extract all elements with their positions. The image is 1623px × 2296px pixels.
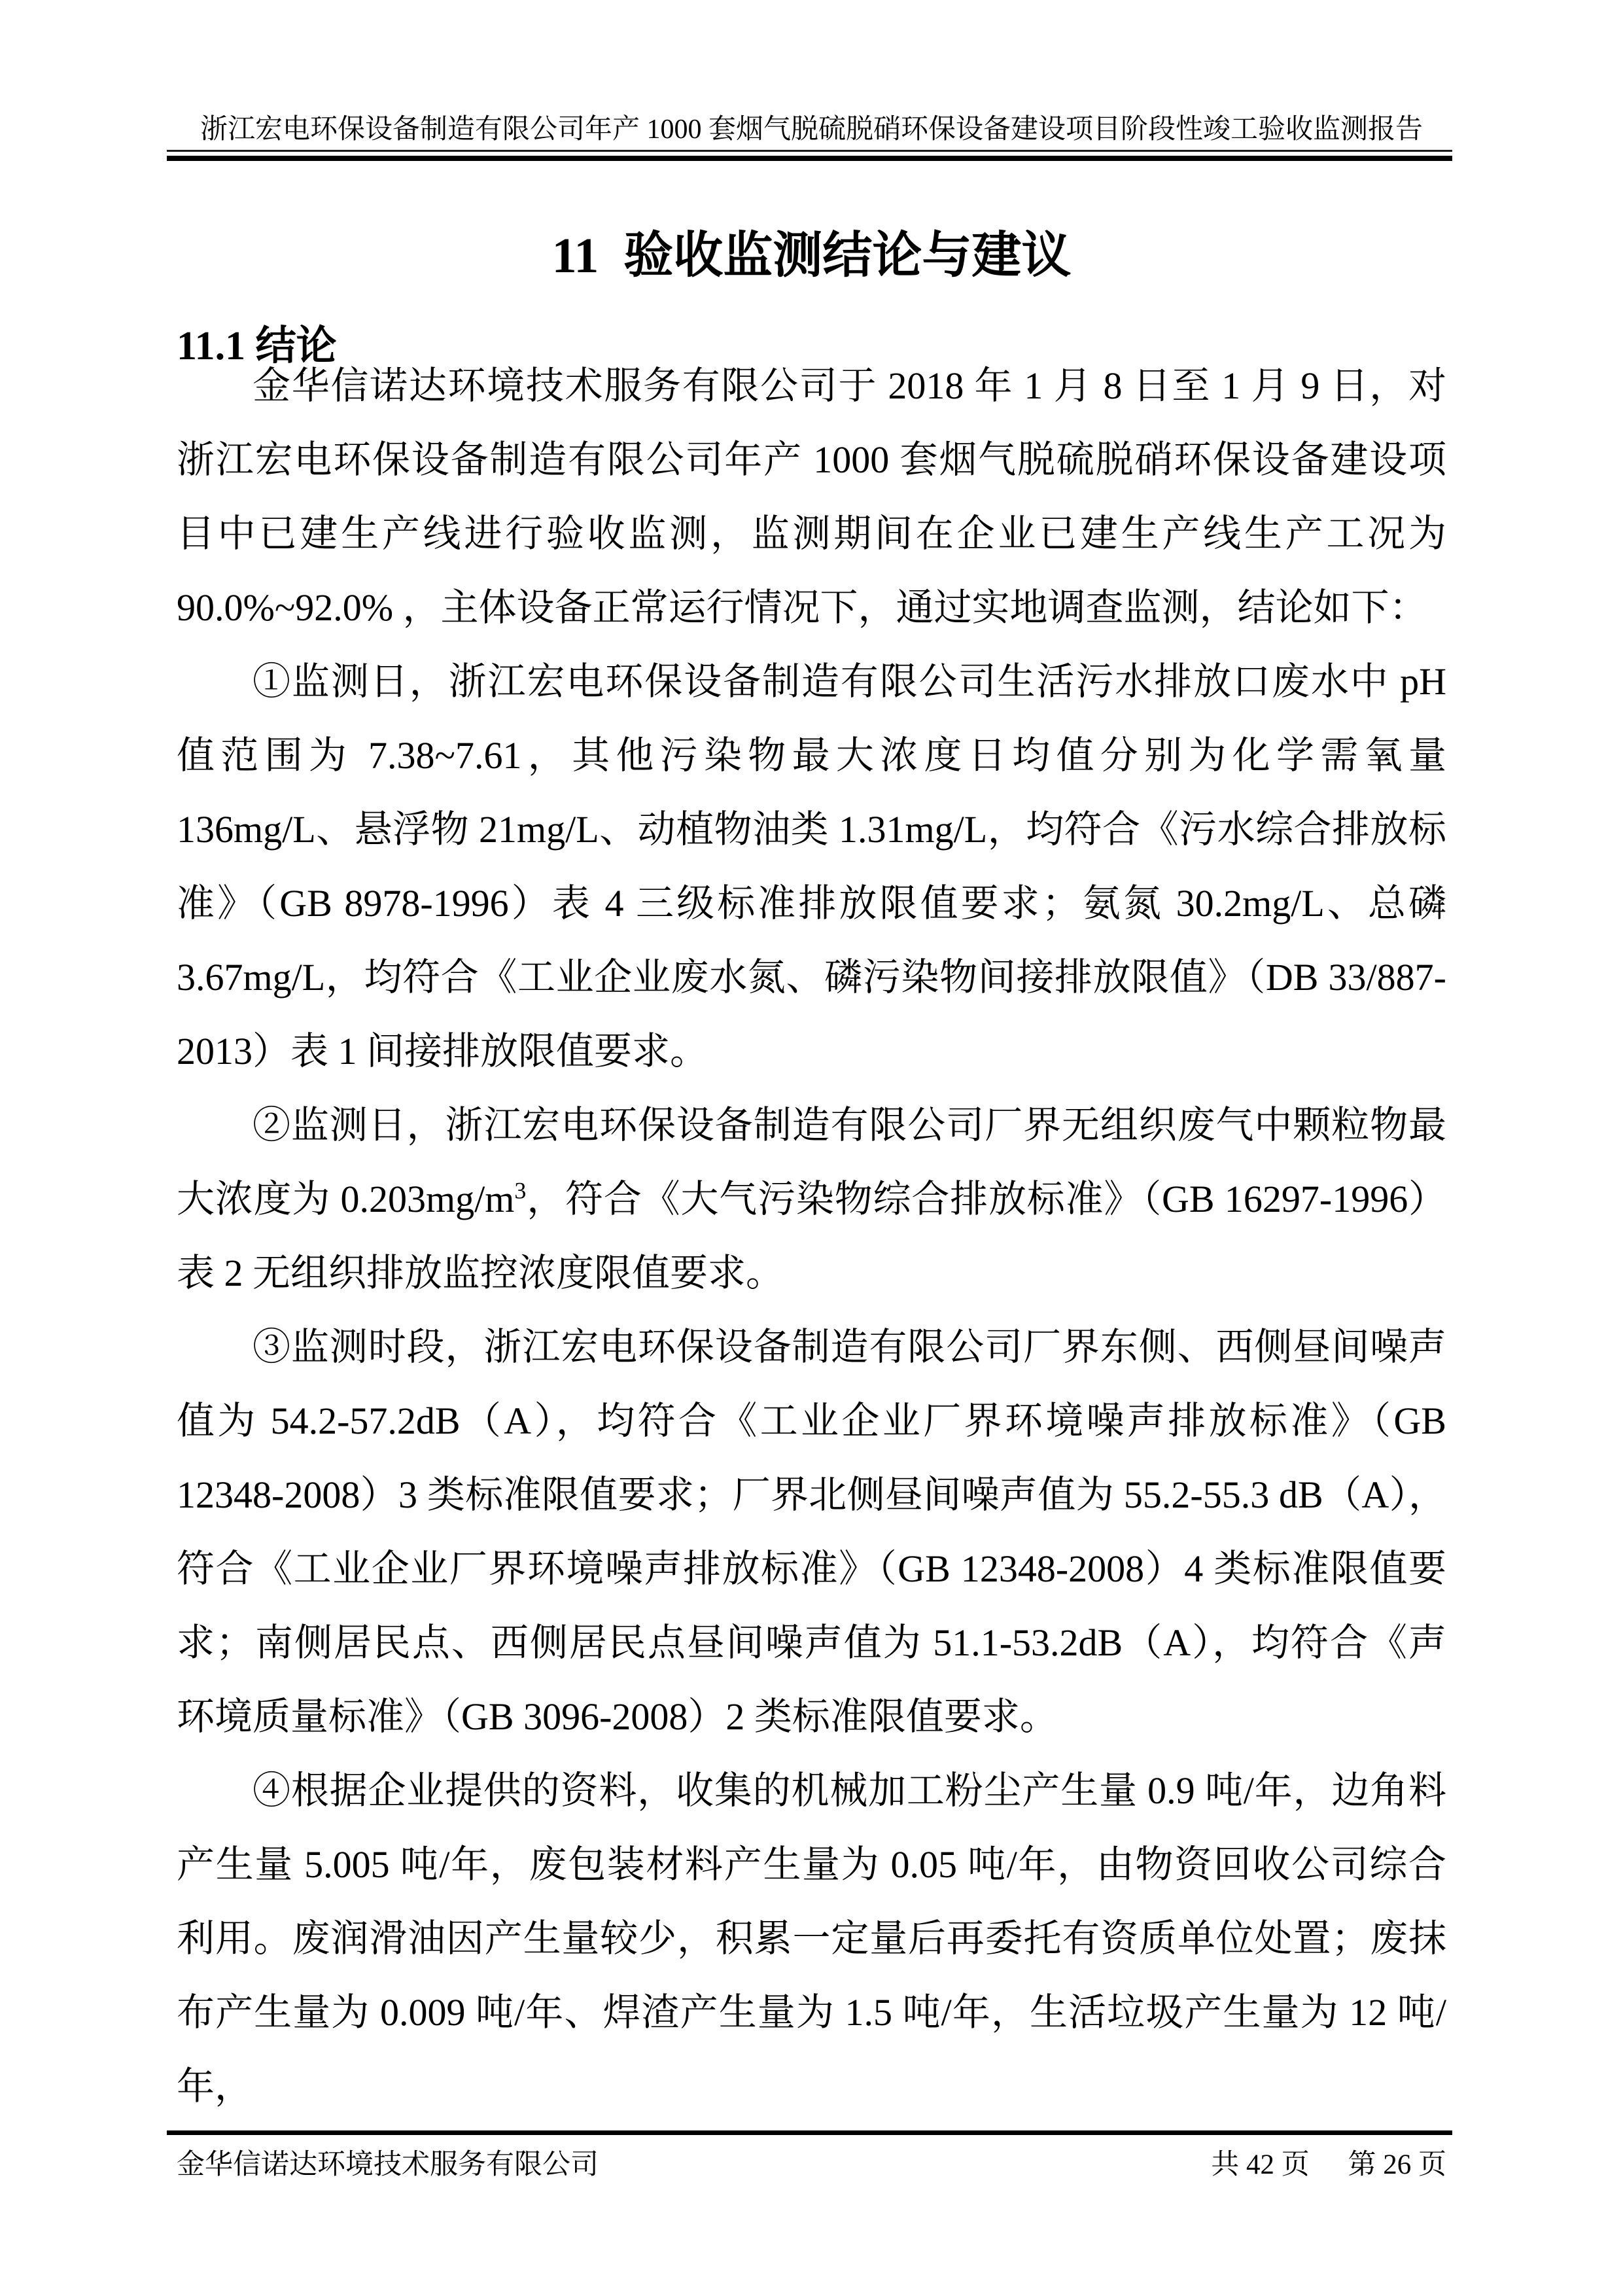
- paragraph-conclusion-2-text-post: ，符合《大气污染物综合排放标准》（GB 16297-1996）表 2 无组织排放监控浓度限值要求。: [177, 1178, 1447, 1294]
- footer-page-numbers: [1211, 2147, 1446, 2183]
- header-rule-thick: [167, 156, 1452, 161]
- superscript-cubic-meter: 3: [514, 1177, 527, 1204]
- paragraph-conclusion-1-wastewater: ①监测日，浙江宏电环保设备制造有限公司生活污水排放口废水中 pH 值范围为 7.38~7.61，其他污染物最大浓度日均值分别为化学需氧量 136mg/L、悬浮物 21mg/L、动植物油类 1.31mg/L，均符合《污水综合排放标准》（GB 8978-1996）表 4 三级标准排放限值要求；氨氮 30.2mg/L、总磷 3.67mg/L，均符合《工业企业废水氮、磷污染物间接排放限值》（DB 33/887-2013）表 1 间接排放限值要求。: [177, 660, 1446, 1072]
- section-heading: 11.1 结论: [177, 324, 337, 369]
- paragraph-conclusion-4-solid-waste: ④根据企业提供的资料，收集的机械加工粉尘产生量 0.9 吨/年，边角料产生量 5.005 吨/年，废包装材料产生量为 0.05 吨/年，由物资回收公司综合利用。废润滑油因产生量较少，积累一定量后再委托有资质单位处置；废抹布产生量为 0.009 吨/年、焊渣产生量为 1.5 吨/年，生活垃圾产生量为 12 吨/年，: [177, 1769, 1446, 2108]
- header-rule-thin: [167, 150, 1452, 152]
- page-header-title: 浙江宏电环保设备制造有限公司年产 1000 套烟气脱硫脱硝环保设备建设项目阶段性竣工验收监测报告: [200, 115, 1423, 145]
- paragraph-conclusion-2-text-pre: ②监测日，浙江宏电环保设备制造有限公司厂界无组织废气中颗粒物最大浓度为 0.203mg/m: [177, 1104, 1446, 1220]
- paragraph-conclusion-3-noise: ③监测时段，浙江宏电环保设备制造有限公司厂界东侧、西侧昼间噪声值为 54.2-57.2dB（A），均符合《工业企业厂界环境噪声排放标准》（GB 12348-2008）3 类标准限值要求；厂界北侧昼间噪声值为 55.2-55.3 dB（A），符合《工业企业厂界环境噪声排放标准》（GB 12348-2008）4 类标准限值要求；南侧居民点、西侧居民点昼间噪声值为 51.1-53.2dB（A），均符合《声环境质量标准》（GB 3096-2008）2 类标准限值要求。: [177, 1326, 1446, 1738]
- footer-rule: [167, 2130, 1452, 2135]
- footer-company-name: 金华信诺达环境技术服务有限公司: [177, 2149, 599, 2180]
- footer-current-page: 第 26 页: [1348, 2149, 1446, 2180]
- chapter-title: 11 验收监测结论与建议: [551, 228, 1072, 283]
- paragraph-conclusion-2-exhaust-gas: [177, 1088, 1446, 1310]
- paragraph-intro: 金华信诺达环境技术服务有限公司于 2018 年 1 月 8 日至 1 月 9 日，对浙江宏电环保设备制造有限公司年产 1000 套烟气脱硫脱硝环保设备建设项目中已建生产线进行验收监测，监测期间在企业已建生产线生产工况为 90.0%~92.0% ，主体设备正常运行情况下，通过实地调查监测，结论如下：: [177, 364, 1446, 629]
- body-text: [177, 349, 1446, 2123]
- footer-total-pages: 共 42 页: [1211, 2149, 1310, 2180]
- page-footer: [177, 2147, 1446, 2183]
